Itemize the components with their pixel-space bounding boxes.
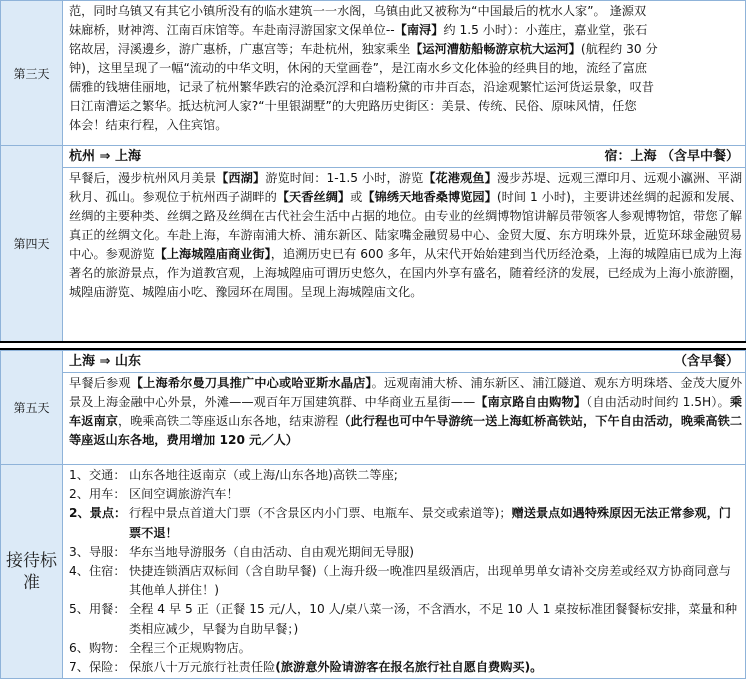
standard-text: 山东各地往返南京（或上海/山东各地)高铁二等座; — [129, 468, 398, 482]
standard-num: 3、导服： — [69, 544, 126, 559]
day5-content — [63, 373, 746, 465]
standard-item — [69, 639, 739, 658]
day4-content — [63, 168, 746, 342]
standard-text: 区间空调旅游汽车！ — [129, 487, 239, 502]
day3-line: 体会！结束行程，入住宾馆。 — [69, 118, 228, 132]
day4-header-cell — [63, 146, 746, 168]
standard-item — [69, 658, 739, 677]
standard-text: 行程中景点首道大门票（不含景区内小门票、电瓶车、景交或索道等)； — [129, 506, 512, 521]
day3-line: 钟)，这里呈现了一幅“流动的中华文明，休闲的天堂画卷”，是江南水乡文化体验的经典目的地，流经了富庶 — [69, 61, 648, 75]
westlake-highlight: 【西湖】 — [216, 171, 266, 185]
standard-list — [63, 465, 746, 679]
day5-label: 第五天 — [1, 351, 63, 465]
standard-text: 华东当地导游服务（自由活动、自由观光期间无导服) — [129, 544, 415, 559]
day3-label: 第三天 — [1, 1, 63, 146]
canal-highlight: 【运河漕舫船畅游京杭大运河】 — [410, 42, 581, 56]
day5-header-cell — [63, 351, 746, 373]
day3-line — [69, 40, 742, 59]
standard-item — [69, 466, 739, 485]
day3-text: 铭故居，浔溪邊乡，游广惠桥，广惠宫等；车赴杭州，独家乘坐 — [69, 42, 411, 56]
huagang-highlight: 【花港观鱼】 — [423, 171, 497, 185]
standard-text-wrap — [129, 504, 739, 542]
standard-num: 7、保险： — [69, 660, 126, 675]
day4-label: 第四天 — [1, 146, 63, 342]
standard-num: 6、购物： — [69, 640, 126, 655]
day4-text: 漫步苏堤、远观三潭印月、远观小瀛洲、平湖秋月、孤山。参观位于杭州西子湖畔的 — [69, 171, 743, 204]
day3-text: (航程约 30 分 — [580, 42, 658, 56]
day4-text: 或 — [350, 190, 363, 204]
day3-text: 妹廊桥，财神湾、江南百床馆等。车赴南浔游国家文保单位-- — [69, 23, 395, 37]
standard-text: 全程 4 早 5 正（正餐 15 元/人，10 人/桌八菜一汤，不含酒水，不足 10 人 1 桌按标准团餐餐标安排，菜量和种类相应减少，早餐为自助早餐；) — [129, 602, 738, 636]
day4-header — [63, 146, 745, 167]
day4-text: ，追溯历史已有 600 多年，从宋代开始始建到当代历经沧桑，上海的城隍庙已成为上海著名的旅游景点，作为道教宫观，上海城隍庙可谓历史悠久，在国内外享有盛名，随着经济的发展，已经成为上海小旅游圈，城隍庙游览、城隍庙小吃、豫园环在周围。呈现上海城隍庙文化。 — [69, 247, 742, 299]
day5-text: ，晚乘高铁二等座返山东各地，结束游程 — [117, 414, 339, 428]
day3-line: 儒雅的钱塘佳丽地，记录了杭州繁华跌宕的沧桑沉浮和白墙粉黛的市井百态，沿途观繁忙运河货运景象，叹昔 — [69, 80, 654, 94]
standard-num: 2、景点： — [69, 506, 127, 521]
nanjing-road-highlight: 【南京路自由购物】 — [475, 395, 587, 409]
day5-route: 上海 ⇒ 山东 — [69, 354, 141, 369]
day3-line: 日江南漕运之繁华。抵达杭河人家?“十里银湖墅”的大兜路历史街区：美景、传统、民俗、原味风情，任您 — [69, 99, 637, 113]
standard-item — [69, 543, 739, 562]
standard-item — [69, 600, 739, 638]
silk-highlight: 【天香丝绸】 — [276, 190, 351, 204]
day5-text: （自由活动时间约 1.5H）。 — [586, 395, 730, 409]
day3-content — [63, 1, 746, 146]
standard-label: 接待标准 — [1, 465, 63, 679]
day5-text: 。远观南浦大桥、浦东新区、浦江隧道、观东方明珠塔、金茂大厦外景及上海金融中心外景，外滩——观百年万国建筑群、中华商业五星街—— — [69, 376, 743, 409]
day5-text: 早餐后参观 — [69, 376, 131, 390]
standard-text: 全程三个正规购物店。 — [129, 640, 251, 655]
day5-stay: （含早餐） — [673, 354, 739, 369]
day4-route: 杭州 ⇒ 上海 — [69, 149, 141, 164]
standard-text: 保旅八十万元旅行社责任险 — [129, 660, 276, 675]
standard-num: 2、用车： — [69, 487, 126, 502]
standard-text-wrap — [129, 658, 739, 677]
day4-text: 游览时间：1-1.5 小时，游览 — [265, 171, 424, 185]
day4-stay: 宿：上海 （含早中餐） — [604, 149, 739, 164]
standard-item — [69, 504, 739, 542]
day3-line — [69, 21, 742, 40]
page-separator — [0, 341, 746, 350]
chenghuang-highlight: 【上海城隍庙商业街】 — [154, 247, 271, 261]
nanxun-highlight: 【南浔】 — [394, 23, 444, 37]
standard-num: 5、用餐： — [69, 602, 126, 617]
standard-num: 1、交通： — [69, 468, 126, 482]
day5-table — [0, 350, 746, 679]
day3-line: 范，同时乌镇又有其它小镇所没有的临水建筑一一水阁，乌镇由此又被称为“中国最后的枕水人家”。 逢源双 — [69, 4, 647, 18]
day4-text: (时间 1 小时)，主要讲述丝绸的起源和发展、丝绸的主要种类、丝绸之路及丝绸在古代社会生活中占据的地位。由专业的丝绸博物馆讲解员带领客人参观博物馆，带您了解真正的丝绸文化。车赴上海，车游南浦大桥、浦东新区、陆家嘴金融贸易中心、金贸大厦、东方明珠外景，近览环球金融贸易中心。参观游览 — [69, 190, 743, 261]
standard-num: 4、住宿： — [69, 564, 126, 579]
return-highlight: 乘车返南京 — [69, 395, 743, 428]
standard-bold: (旅游意外险请游客在报名旅行社自愿自费购买)。 — [275, 660, 543, 675]
standard-bold: 赠送景点如遇特殊原因无法正常参观，门票不退！ — [129, 506, 731, 540]
standard-item — [69, 485, 739, 504]
standard-text: 快捷连锁酒店双标间（含自助早餐)（上海升级一晚准四星级酒店，出现单男单女请补交房差或经双方协商同意与其他单人拼住！) — [129, 564, 731, 598]
shop-highlight: 【上海希尔曼刀具推广中心或哈亚斯水晶店】 — [130, 376, 372, 390]
day5-header — [63, 351, 745, 372]
optional-note: （此行程也可中午导游统一送上海虹桥高铁站，下午自由活动，晚乘高铁二等座返山东各地，费用增加 120 元／人） — [69, 414, 743, 447]
silk-museum-highlight: 【锦绣天地香桑博览园】 — [362, 190, 497, 204]
day3-text: 约 1.5 小时）：小莲庄，嘉业堂，张石 — [443, 23, 648, 37]
standard-item — [69, 562, 739, 600]
day4-text: 早餐后，漫步杭州风月美景 — [69, 171, 217, 185]
